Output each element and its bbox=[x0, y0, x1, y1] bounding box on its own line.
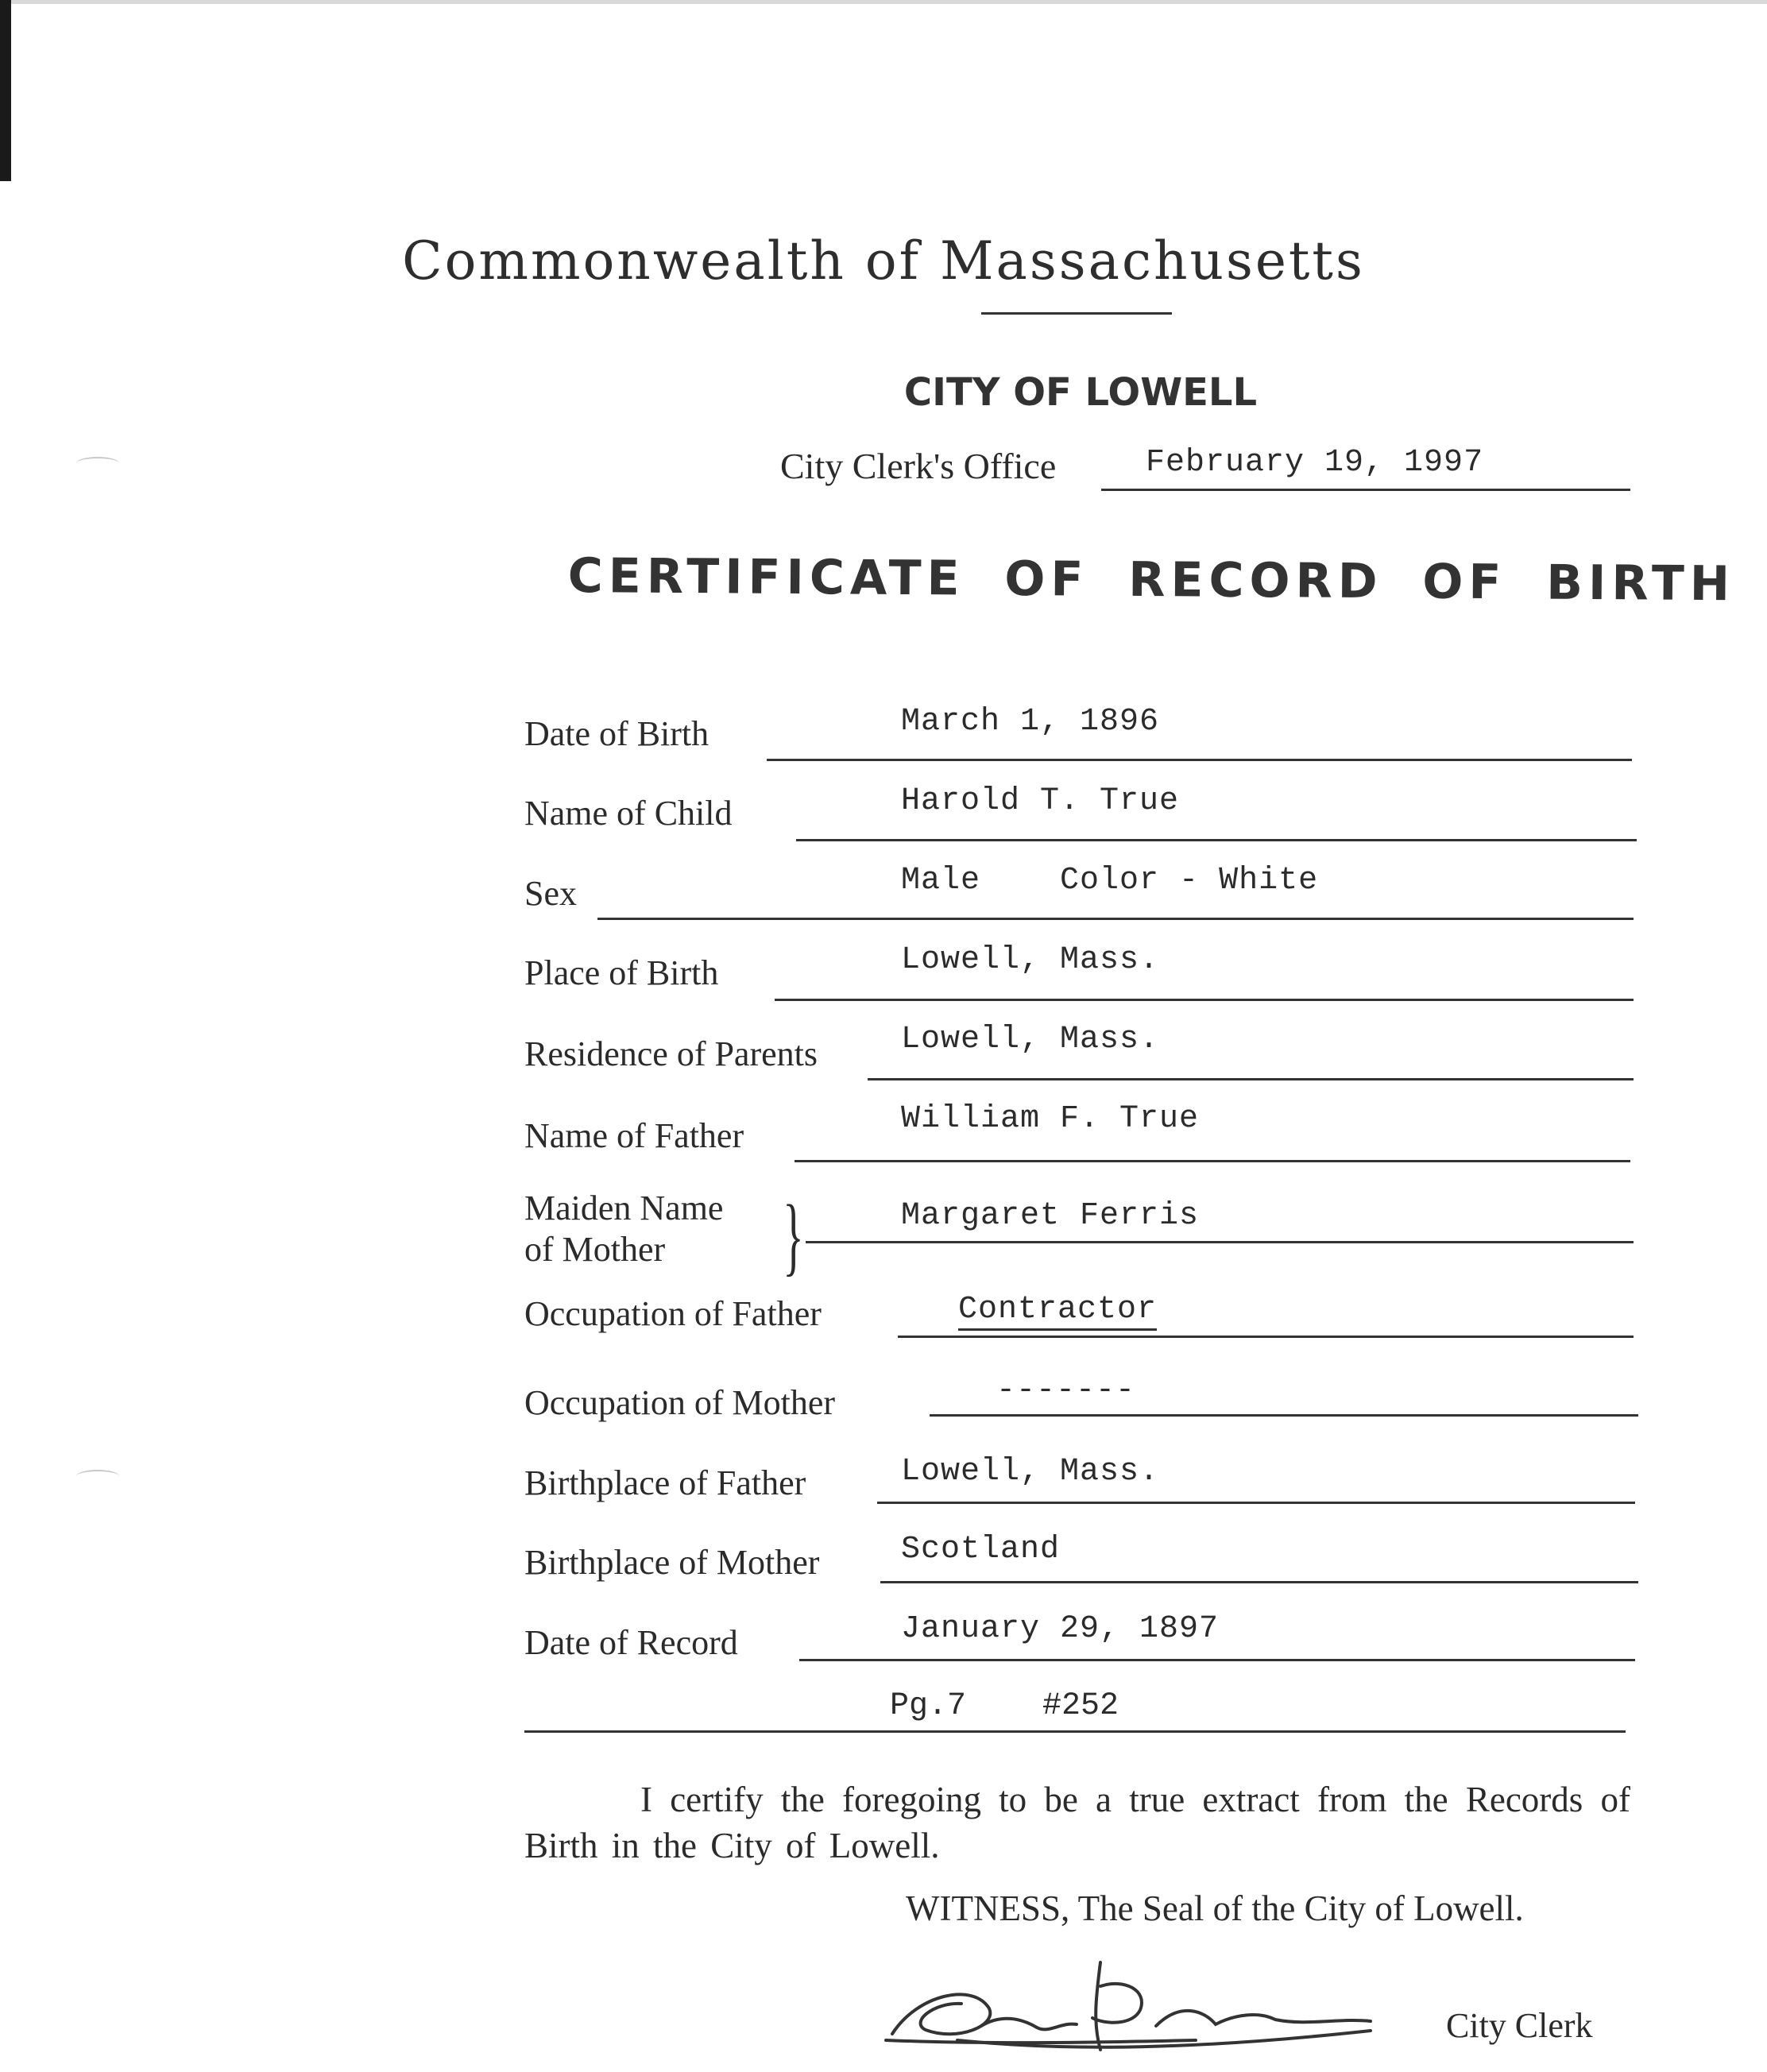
field-underline bbox=[806, 1241, 1634, 1243]
field-value: Scotland bbox=[901, 1532, 1061, 1568]
field-value: Lowell, Mass. bbox=[901, 1454, 1160, 1490]
field-underline bbox=[930, 1414, 1638, 1417]
field-value: Lowell, Mass. bbox=[901, 1022, 1160, 1057]
commonwealth-heading: Commonwealth of Massachusetts bbox=[402, 230, 1365, 292]
field-label: Date of Birth bbox=[524, 714, 710, 753]
field-label: Occupation of Mother bbox=[524, 1383, 835, 1422]
field-underline bbox=[796, 839, 1637, 841]
field-underline bbox=[775, 999, 1634, 1001]
field-value: William F. True bbox=[901, 1101, 1200, 1137]
field-underline bbox=[868, 1078, 1634, 1080]
punch-hole-mark bbox=[76, 457, 119, 470]
punch-hole-mark bbox=[76, 1470, 119, 1482]
field-label: Place of Birth bbox=[524, 953, 719, 992]
clerk-office-date: February 19, 1997 bbox=[1101, 445, 1630, 491]
field-underline bbox=[880, 1581, 1638, 1583]
brace-icon: } bbox=[783, 1187, 804, 1284]
city-heading: CITY OF LOWELL bbox=[903, 370, 1258, 415]
field-label: Maiden Name of Mother bbox=[524, 1189, 724, 1269]
record-rule bbox=[524, 1730, 1626, 1733]
field-value: Male Color - White bbox=[901, 863, 1319, 899]
field-underline bbox=[597, 918, 1634, 920]
field-value: Lowell, Mass. bbox=[901, 942, 1160, 978]
field-label: Date of Record bbox=[524, 1623, 738, 1662]
field-value: Margaret Ferris bbox=[901, 1198, 1200, 1234]
record-number: #252 bbox=[1042, 1688, 1119, 1724]
record-reference bbox=[890, 1688, 1119, 1724]
record-page: Pg.7 bbox=[890, 1688, 967, 1724]
field-value: Harold T. True bbox=[901, 783, 1180, 819]
clerk-title: City Clerk bbox=[1446, 2006, 1593, 2045]
certificate-title: CERTIFICATE OF RECORD OF BIRTH bbox=[567, 548, 1736, 613]
field-label: Occupation of Father bbox=[524, 1294, 822, 1333]
clerk-office-label: City Clerk's Office bbox=[780, 446, 1057, 486]
field-value: Contractor bbox=[958, 1292, 1157, 1331]
field-underline bbox=[877, 1502, 1635, 1504]
scan-top-edge bbox=[0, 0, 1767, 4]
field-value: January 29, 1897 bbox=[901, 1611, 1220, 1647]
field-label: Name of Child bbox=[524, 794, 733, 833]
field-underline bbox=[898, 1336, 1634, 1338]
field-label: Name of Father bbox=[524, 1116, 744, 1155]
field-label: Birthplace of Father bbox=[524, 1463, 806, 1502]
field-underline bbox=[795, 1160, 1630, 1162]
field-underline bbox=[767, 759, 1632, 761]
heading-underline bbox=[981, 312, 1172, 315]
witness-line: WITNESS, The Seal of the City of Lowell. bbox=[906, 1888, 1524, 1928]
field-label: Sex bbox=[524, 874, 577, 913]
field-label: Residence of Parents bbox=[524, 1034, 818, 1073]
field-value: March 1, 1896 bbox=[901, 704, 1160, 740]
certification-statement: I certify the foregoing to be a true extract from the Records of Birth in the City of Lowell. bbox=[524, 1780, 1630, 1865]
field-underline bbox=[799, 1659, 1635, 1661]
clerk-signature bbox=[862, 1939, 1442, 2058]
field-label: Birthplace of Mother bbox=[524, 1543, 820, 1582]
field-value: ------- bbox=[996, 1373, 1136, 1409]
scan-left-edge bbox=[0, 0, 11, 181]
